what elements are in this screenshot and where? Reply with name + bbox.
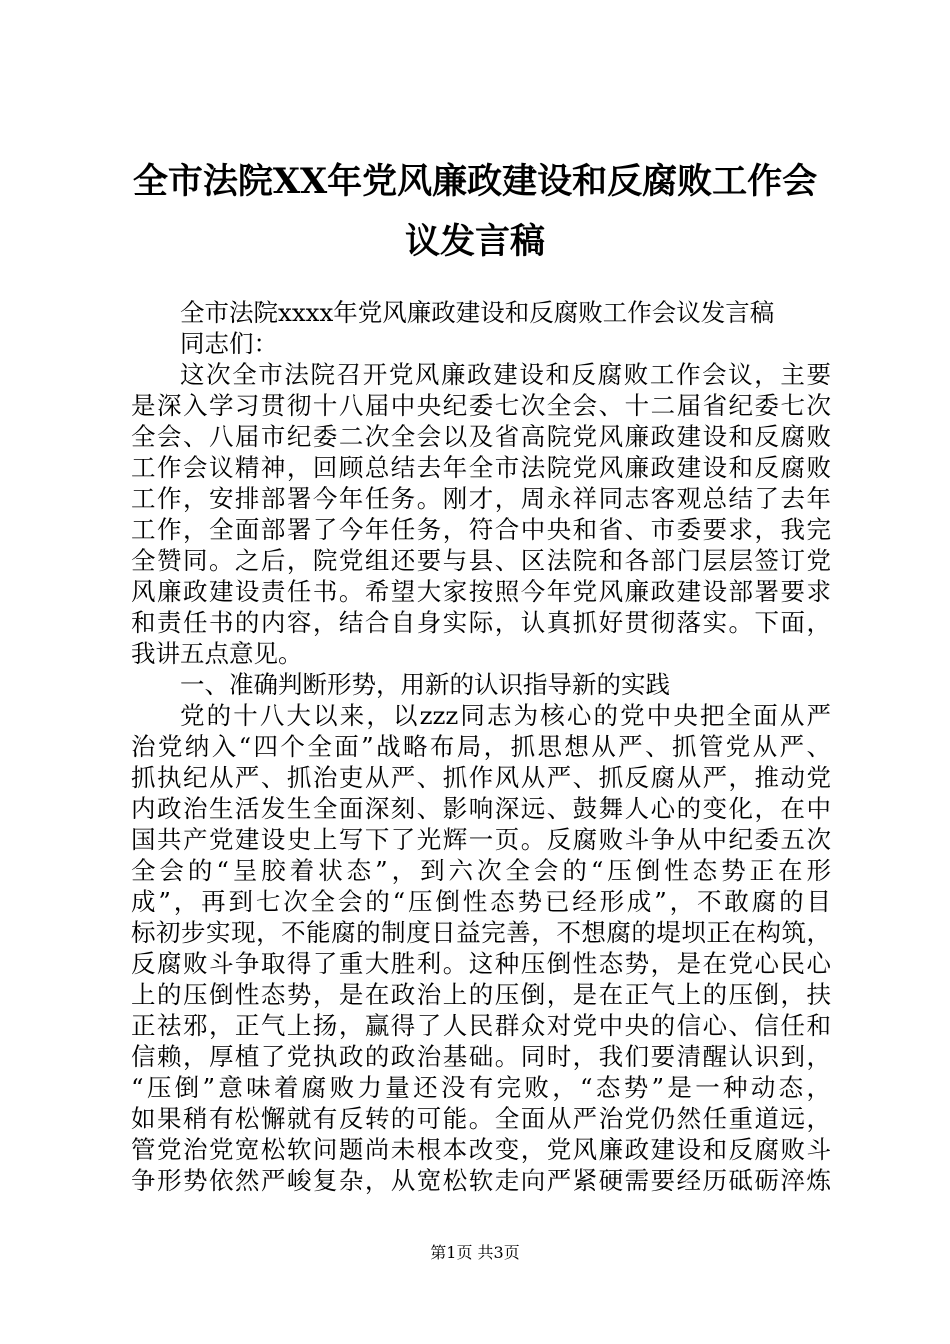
paragraph-line: 全会、八届市纪委二次全会以及省高院党风廉政建设和反腐败 [131, 422, 831, 451]
paragraph-line: 是深入学习贯彻十八届中央纪委七次全会、十二届省纪委七次 [131, 391, 831, 420]
paragraph-line: 全会的“呈胶着状态”，到六次全会的“压倒性态势正在形 [131, 856, 831, 885]
paragraph-line: 工作，安排部署今年任务。刚才，周永祥同志客观总结了去年 [131, 484, 831, 513]
paragraph-line: 工作会议精神，回顾总结去年全市法院党风廉政建设和反腐败 [131, 453, 831, 482]
paragraph-line: 如果稍有松懈就有反转的可能。全面从严治党仍然任重道远， [131, 1104, 831, 1133]
paragraph-line: 我讲五点意见。 [131, 639, 303, 668]
title-line-2: 议发言稿 [404, 221, 545, 262]
paragraph-line: 正祛邪，正气上扬，赢得了人民群众对党中央的信心、信任和 [131, 1011, 831, 1040]
paragraph-line: 争形势依然严峻复杂，从宽松软走向严紧硬需要经历砥砺淬炼 [131, 1166, 831, 1195]
salutation-line: 同志们： [180, 329, 278, 358]
paragraph-line: 抓执纪从严、抓治吏从严、抓作风从严、抓反腐从严，推动党 [131, 763, 831, 792]
paragraph-line: 和责任书的内容，结合自身实际，认真抓好贯彻落实。下面， [131, 608, 831, 637]
paragraph-line: 内政治生活发生全面深刻、影响深远、鼓舞人心的变化，在中 [131, 794, 831, 823]
title-line-1: 全市法院XX年党风廉政建设和反腐败工作会 [132, 161, 818, 202]
paragraph-line: 反腐败斗争取得了重大胜利。这种压倒性态势，是在党心民心 [131, 949, 831, 978]
paragraph-line: “压倒”意味着腐败力量还没有完败，“态势”是一种动态， [131, 1073, 831, 1102]
section-heading: 一、准确判断形势，用新的认识指导新的实践 [180, 670, 670, 699]
subtitle-line: 全市法院xxxx年党风廉政建设和反腐败工作会议发言稿 [180, 298, 775, 327]
paragraph-line: 全赞同。之后，院党组还要与县、区法院和各部门层层签订党 [131, 546, 831, 575]
document-body [131, 297, 831, 1196]
paragraph-line: 管党治党宽松软问题尚未根本改变，党风廉政建设和反腐败斗 [131, 1135, 831, 1164]
paragraph-line: 信赖，厚植了党执政的政治基础。同时，我们要清醒认识到， [131, 1042, 831, 1071]
paragraph-line: 工作，全面部署了今年任务，符合中央和省、市委要求，我完 [131, 515, 831, 544]
paragraph-line: 上的压倒性态势，是在政治上的压倒，是在正气上的压倒，扶 [131, 980, 831, 1009]
paragraph-line: 标初步实现，不能腐的制度日益完善，不想腐的堤坝正在构筑， [131, 918, 831, 947]
paragraph-line: 成”，再到七次全会的“压倒性态势已经形成”，不敢腐的目 [131, 887, 831, 916]
page-footer: 第1页 共3页 [430, 1243, 520, 1262]
paragraph-line: 国共产党建设史上写下了光辉一页。反腐败斗争从中纪委五次 [131, 825, 831, 854]
paragraph-line: 这次全市法院召开党风廉政建设和反腐败工作会议，主要 [180, 360, 831, 389]
paragraph-line: 风廉政建设责任书。希望大家按照今年党风廉政建设部署要求 [131, 577, 831, 606]
document-title [110, 152, 840, 272]
paragraph-line: 党的十八大以来，以zzz同志为核心的党中央把全面从严 [180, 701, 831, 730]
paragraph-line: 治党纳入“四个全面”战略布局，抓思想从严、抓管党从严、 [131, 732, 831, 761]
